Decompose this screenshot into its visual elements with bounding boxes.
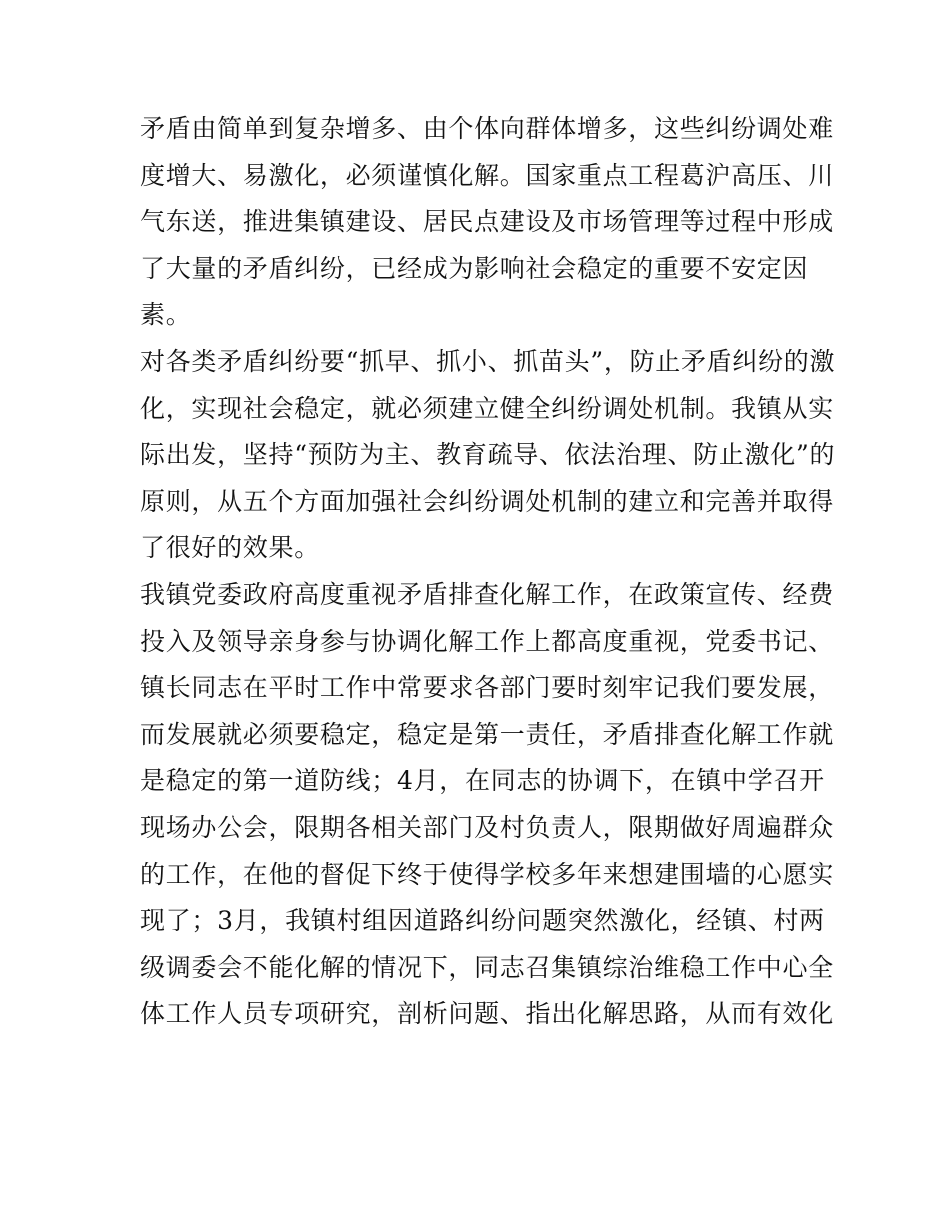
text-line: 而发展就必须要稳定，稳定是第一责任，矛盾排查化解工作就: [140, 719, 834, 749]
text-line: 我镇党委政府高度重视矛盾排查化解工作，在政策宣传、经费: [140, 579, 834, 609]
text-line: 度增大、易激化，必须谨慎化解。国家重点工程葛沪高压、川: [140, 160, 834, 190]
text-line: 级调委会不能化解的情况下，同志召集镇综治维稳工作中心全: [140, 952, 834, 982]
text-line: 了大量的矛盾纠纷，已经成为影响社会稳定的重要不安定因: [140, 253, 809, 283]
text-line: 投入及领导亲身参与协调化解工作上都高度重视，党委书记、: [140, 626, 834, 656]
text-line: 的工作，在他的督促下终于使得学校多年来想建围墙的心愿实: [140, 859, 834, 889]
text-line: 原则，从五个方面加强社会纠纷调处机制的建立和完善并取得: [140, 486, 834, 516]
text-line: 际出发，坚持“预防为主、教育疏导、依法治理、防止激化”的: [140, 440, 836, 470]
text-line: 素。: [140, 300, 192, 330]
text-line: 矛盾由简单到复杂增多、由个体向群体增多，这些纠纷调处难: [140, 114, 834, 143]
text-line: 对各类矛盾纠纷要“抓早、抓小、抓苗头”，防止矛盾纠纷的激: [140, 346, 836, 376]
document-body: [140, 106, 836, 1038]
text-line: 气东送，推进集镇建设、居民点建设及市场管理等过程中形成: [140, 207, 834, 237]
text-line: 是稳定的第一道防线；4月，在同志的协调下，在镇中学召开: [140, 766, 825, 796]
text-line: 体工作人员专项研究，剖析问题、指出化解思路，从而有效化: [140, 999, 834, 1029]
text-line: 了很好的效果。: [140, 533, 320, 563]
text-line: 现了；3月，我镇村组因道路纠纷问题突然激化，经镇、村两: [140, 906, 825, 936]
text-line: 化，实现社会稳定，就必须建立健全纠纷调处机制。我镇从实: [140, 393, 834, 423]
text-line: 镇长同志在平时工作中常要求各部门要时刻牢记我们要发展，: [140, 673, 834, 703]
text-line: 现场办公会，限期各相关部门及村负责人，限期做好周遍群众: [140, 812, 834, 842]
